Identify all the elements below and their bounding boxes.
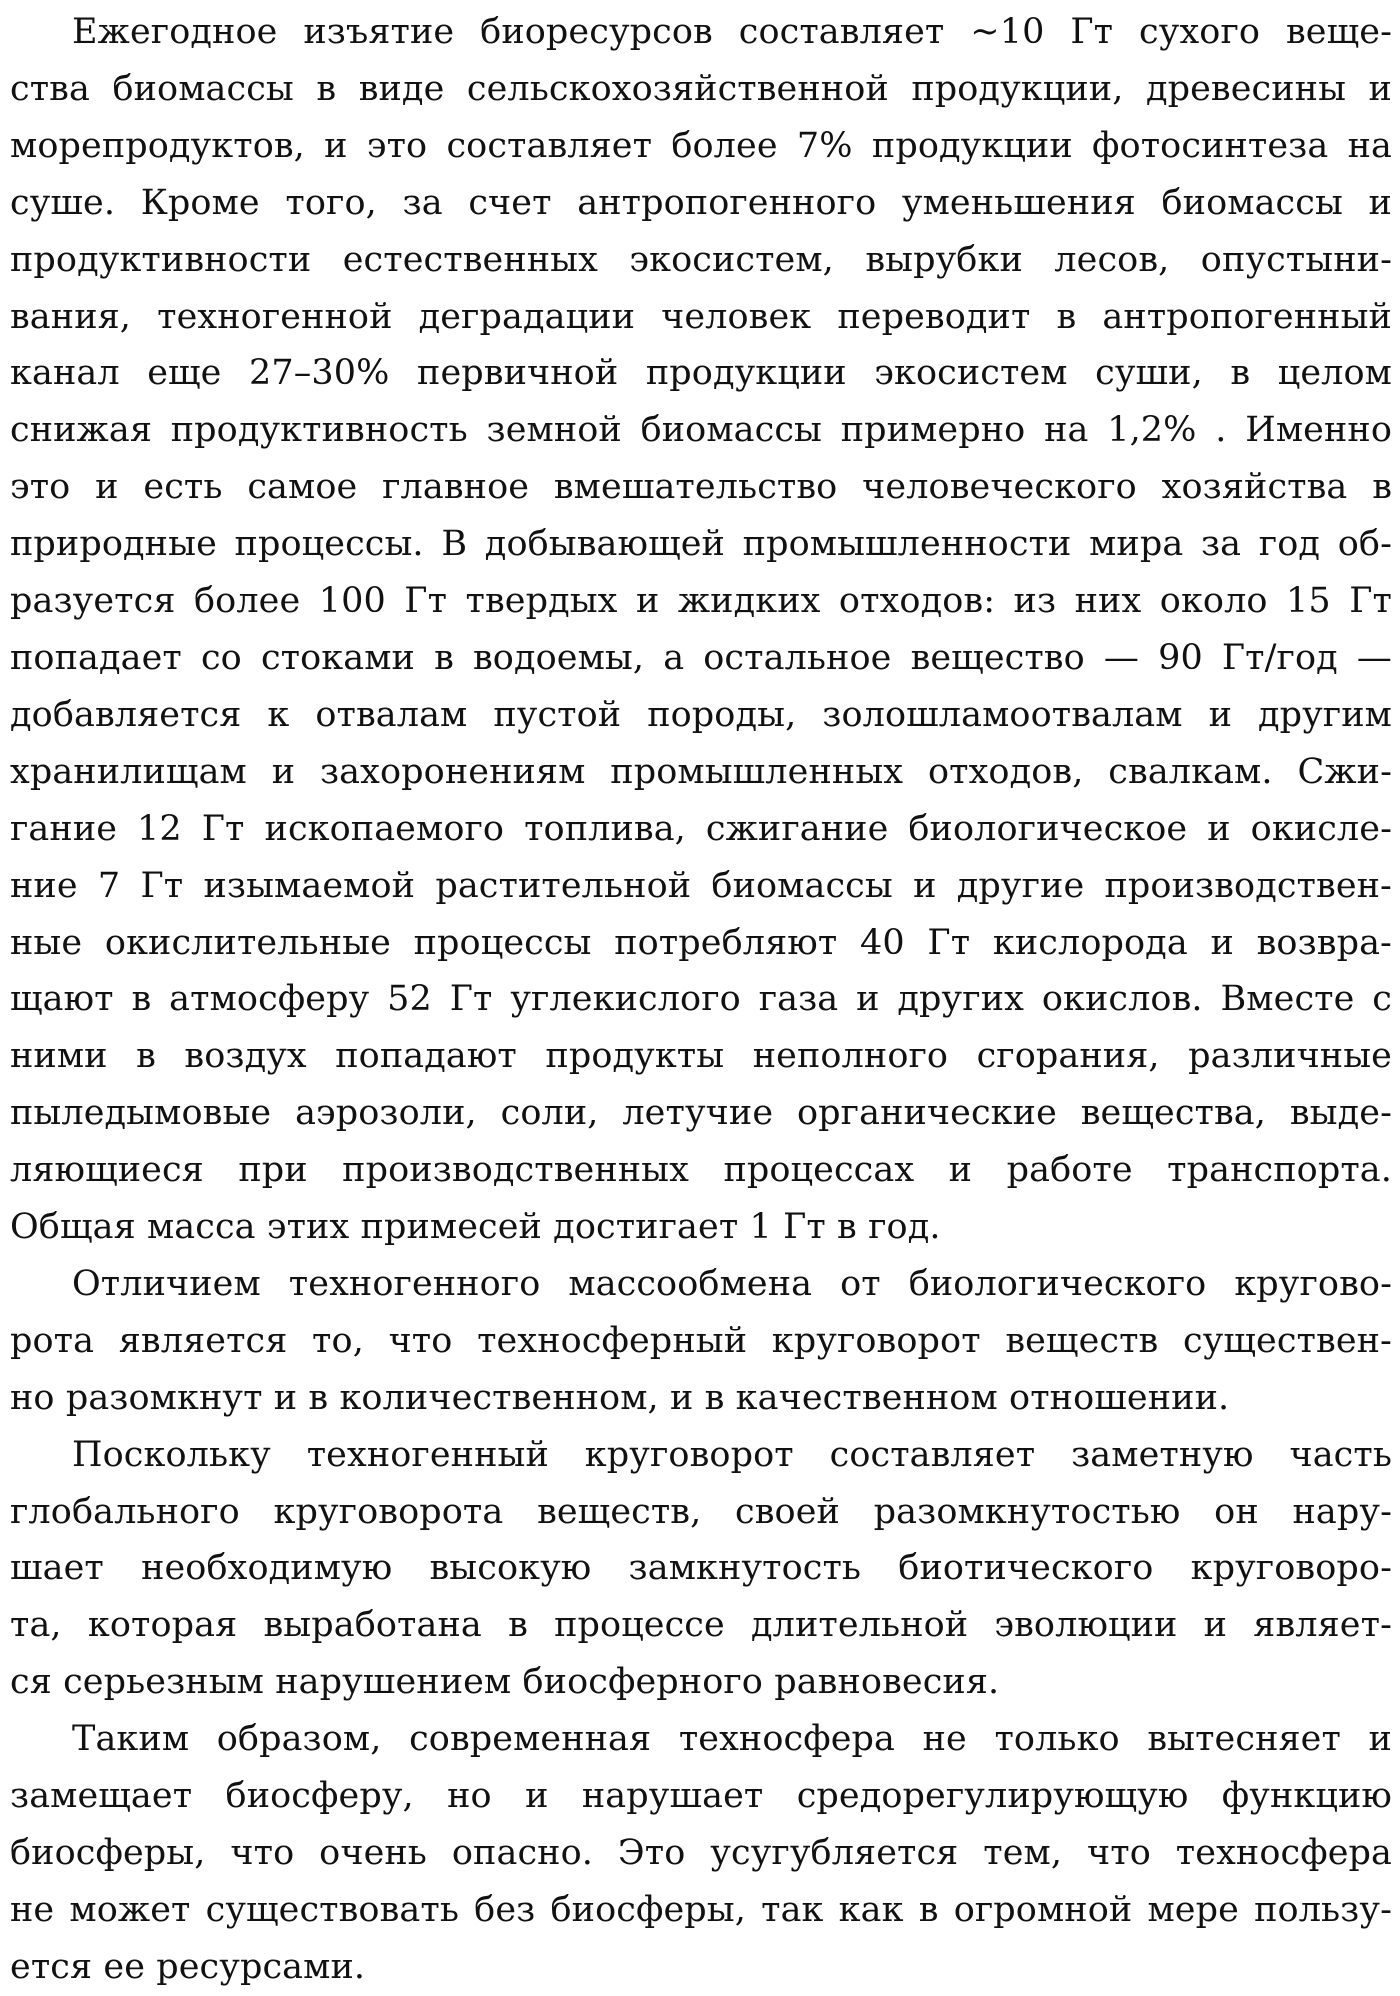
text-line: Поскольку техногенный круговорот составляет заметную часть	[72, 1434, 1392, 1475]
text-line: это и есть самое главное вмешательство человеческого хозяйства в	[10, 467, 1392, 508]
text-line: попадает со стоками в водоемы, а остальное вещество — 90 Гт/год —	[10, 637, 1392, 678]
text-line: ляющиеся при производственных процессах и работе транспорта.	[10, 1150, 1392, 1191]
text-line: но разомкнут и в количественном, и в качественном отношении.	[10, 1377, 1230, 1418]
text-line: замещает биосферу, но и нарушает средорегулирующую функцию	[10, 1776, 1392, 1817]
text-line: Таким образом, современная техносфера не только вытесняет и	[72, 1719, 1392, 1760]
text-line: глобального круговорота веществ, своей разомкнутостью он нару-	[10, 1491, 1392, 1532]
text-line: природные процессы. В добывающей промышленности мира за год об-	[10, 524, 1392, 565]
text-line: ними в воздух попадают продукты неполного сгорания, различные	[10, 1036, 1392, 1077]
text-line: та, которая выработана в процессе длительной эволюции и являет-	[10, 1605, 1392, 1646]
paragraph-2	[10, 1256, 1392, 1427]
text-line: биосферы, что очень опасно. Это усугубляется тем, что техносфера	[10, 1833, 1392, 1873]
text-line: продуктивности естественных экосистем, вырубки лесов, опустыни-	[10, 239, 1392, 280]
text-line: гание 12 Гт ископаемого топлива, сжигание биологическое и окисле-	[10, 808, 1392, 849]
text-line: Общая масса этих примесей достигает 1 Гт в год.	[10, 1207, 941, 1248]
document-page	[10, 4, 1392, 1987]
text-line: снижая продуктивность земной биомассы примерно на 1,2% . Именно	[10, 410, 1392, 451]
text-line: Ежегодное изъятие биоресурсов составляет ~10 Гт сухого веще-	[72, 12, 1392, 52]
text-line: вания, техногенной деградации человек переводит в антропогенный	[10, 296, 1392, 337]
text-line: ся серьезным нарушением биосферного равновесия.	[10, 1662, 1000, 1703]
paragraph-1	[10, 4, 1392, 1256]
paragraph-3	[10, 1427, 1392, 1712]
text-line: рота является то, что техносферный круговорот веществ существен-	[10, 1320, 1392, 1361]
text-line: ные окислительные процессы потребляют 40 Гт кислорода и возвра-	[10, 922, 1392, 963]
text-line: ства биомассы в виде сельскохозяйственной продукции, древесины и	[10, 68, 1392, 109]
text-line: хранилищам и захоронениям промышленных отходов, свалкам. Сжи-	[10, 751, 1392, 792]
text-line: морепродуктов, и это составляет более 7% продукции фотосинтеза на	[10, 125, 1392, 166]
text-line: шает необходимую высокую замкнутость биотического круговоро-	[10, 1548, 1392, 1589]
text-line: ние 7 Гт изымаемой растительной биомассы и другие производствен-	[10, 865, 1392, 906]
text-line: щают в атмосферу 52 Гт углекислого газа и других окислов. Вместе с	[10, 979, 1392, 1020]
text-line: пыледымовые аэрозоли, соли, летучие органические вещества, выде-	[10, 1093, 1392, 1134]
paragraph-4	[10, 1711, 1392, 1996]
text-line: Отличием техногенного массообмена от биологического кругово-	[72, 1263, 1392, 1304]
text-line: канал еще 27–30% первичной продукции экосистем суши, в целом	[10, 353, 1392, 394]
text-line: не может существовать без биосферы, так как в огромной мере пользу-	[10, 1889, 1392, 1930]
text-line: разуется более 100 Гт твердых и жидких отходов: из них около 15 Гт	[10, 581, 1392, 622]
text-line: добавляется к отвалам пустой породы, золошламоотвалам и другим	[10, 694, 1392, 735]
text-line: ется ее ресурсами.	[10, 1946, 366, 1987]
text-line: суше. Кроме того, за счет антропогенного уменьшения биомассы и	[10, 182, 1392, 223]
